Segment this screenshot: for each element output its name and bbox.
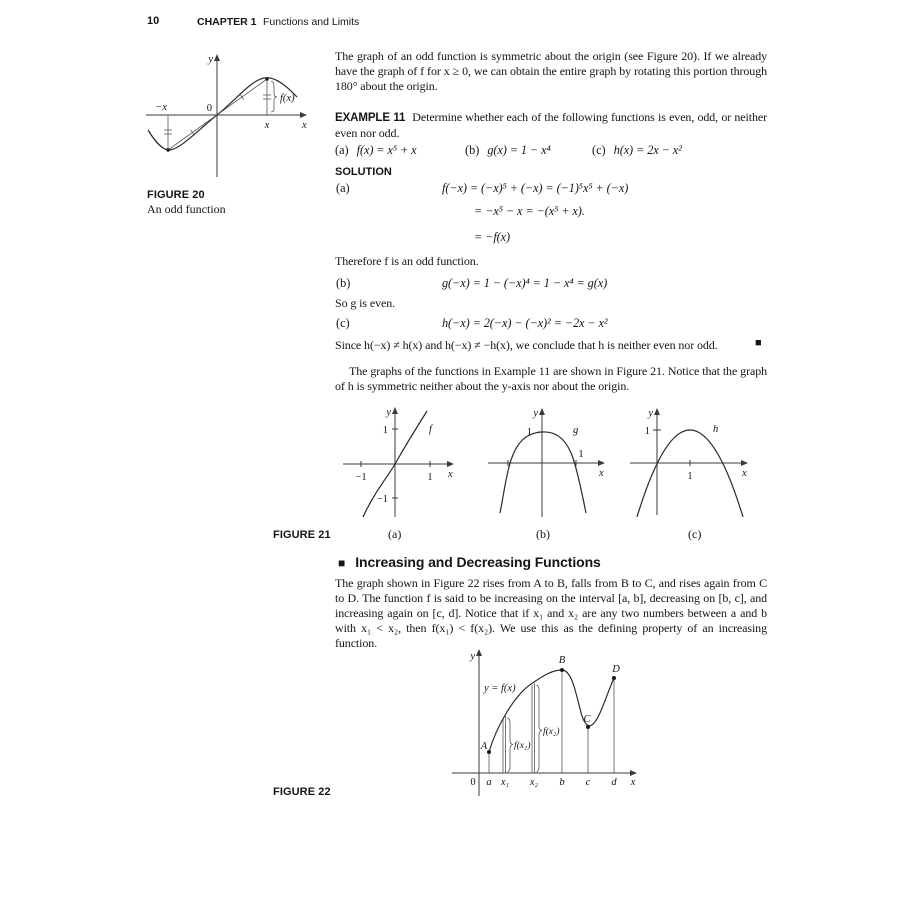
figure21-caption-title: FIGURE 21 xyxy=(273,529,331,541)
solution-eq-b: g(−x) = 1 − (−x)⁴ = 1 − x⁴ = g(x) xyxy=(442,276,608,290)
fig21c-x1-tick: 1 xyxy=(687,471,693,482)
fig22-d-tick: d xyxy=(611,777,617,788)
solution-therefore: Therefore f is an odd function. xyxy=(335,254,479,268)
fig21-sublabel-a: (a) xyxy=(388,527,402,541)
fig22-A-label: A xyxy=(480,741,488,752)
figure21-panel-b xyxy=(480,405,630,527)
odd-function-curve xyxy=(148,78,297,150)
part-b-tag: (b) xyxy=(465,143,480,157)
part-c-tag: (c) xyxy=(592,143,606,157)
fig20-negx-label: −x xyxy=(155,102,167,113)
fig22-x-label: x xyxy=(630,777,636,788)
fx-brace xyxy=(271,81,277,112)
figure21-panel-a xyxy=(335,405,485,527)
fig22-y-label: y xyxy=(470,651,475,662)
increasing-paragraph: The graph shown in Figure 22 rises from A to B, falls from B to C, and rises again from C to D. The function f is said to be increasing on the interval [a, b], decreasing on [b, c], and increasing again on [c, d]. Notice that if x₁ and x₂ are any two numbers between a and b with x₁ < x₂, then f(x₁) < f(x₂). We use this as the defining property of an increasing function. xyxy=(335,576,767,650)
figure22-caption-title: FIGURE 22 xyxy=(273,786,331,798)
chapter-label: CHAPTER 1 xyxy=(197,16,257,28)
figure20-caption-text: An odd function xyxy=(147,202,226,216)
fig22-a-tick: a xyxy=(486,777,492,788)
solution-so-even: So g is even. xyxy=(335,296,396,310)
fig21a-y-label: y xyxy=(386,407,391,418)
fig21-sublabel-b: (b) xyxy=(536,527,550,541)
example11-block xyxy=(335,110,767,141)
fig21a-curve-label: f xyxy=(429,424,432,435)
fig21b-y-label: y xyxy=(533,408,538,419)
part-a-tag: (a) xyxy=(335,143,349,157)
fig21c-y1-tick: 1 xyxy=(644,426,650,437)
fig20-y-label: y xyxy=(208,54,213,65)
fig22-B-label: B xyxy=(558,655,566,666)
fig21b-curve-label: g xyxy=(573,425,579,436)
fig22-origin-label: 0 xyxy=(470,777,476,788)
fig22-b-tick: b xyxy=(559,777,565,788)
fig20-xaxis-label: x xyxy=(302,120,307,131)
solution-label: SOLUTION xyxy=(335,166,392,178)
fig20-origin-label: 0 xyxy=(206,103,212,114)
fig20-xpoint-label: x xyxy=(264,120,270,131)
fx2-brace xyxy=(537,685,543,772)
fig21a-x1-tick: 1 xyxy=(427,472,433,483)
figure21-panel-c xyxy=(625,405,775,527)
solution-eq-a1: f(−x) = (−x)⁵ + (−x) = (−1)⁵x⁵ + (−x) xyxy=(442,181,629,195)
part-c-formula: h(x) = 2x − x² xyxy=(613,143,682,157)
fx1-brace xyxy=(508,718,514,772)
example11-label: EXAMPLE 11 xyxy=(335,112,406,124)
chapter-title: Functions and Limits xyxy=(263,16,360,28)
fig21c-curve-label: h xyxy=(713,424,719,435)
fig22-fx2-label: f(x₂) xyxy=(543,727,560,737)
fig21a-xneg1-tick: −1 xyxy=(355,472,367,483)
intro-paragraph: The graph of an odd function is symmetric about the origin (see Figure 20). If we already have the graph of f for x ≥ 0, we can obtain the entire graph by rotating this portion through 180° about the origin. xyxy=(335,49,767,93)
solution-eq-a3: = −f(x) xyxy=(474,230,511,244)
figure20-caption-title: FIGURE 20 xyxy=(147,189,205,201)
fig22-C-label: C xyxy=(583,714,591,725)
fig21a-y1-tick: 1 xyxy=(382,425,388,436)
fig20-fx-label: f(x) xyxy=(280,93,295,104)
fig22-curve-label: y = f(x) xyxy=(484,683,516,694)
part-a-formula: f(x) = x⁵ + x xyxy=(356,143,417,157)
fig22-D-label: D xyxy=(612,664,620,675)
section-heading: Increasing and Decreasing Functions xyxy=(355,554,601,570)
figure20-graph xyxy=(146,50,316,185)
solution-eq-a2: = −x⁵ − x = −(x⁵ + x). xyxy=(474,204,585,218)
fig21a-x-label: x xyxy=(448,469,453,480)
fig21-sublabel-c: (c) xyxy=(688,527,702,541)
fig21b-y1-tick: 1 xyxy=(526,427,532,438)
section-heading-row xyxy=(338,554,601,572)
section-bullet-icon: ■ xyxy=(338,556,346,570)
fig21c-y-label: y xyxy=(648,408,653,419)
fig21a-yneg1-tick: −1 xyxy=(376,494,388,505)
page-number: 10 xyxy=(147,15,160,27)
solution-a-tag: (a) xyxy=(336,181,350,195)
solution-conclusion: Since h(−x) ≠ h(x) and h(−x) ≠ −h(x), we conclude that h is neither even nor odd. xyxy=(335,338,718,352)
fig22-x2-tick: x₂ xyxy=(529,777,539,788)
fig21c-x-label: x xyxy=(742,468,747,479)
example11-text: Determine whether each of the following functions is even, odd, or neither even nor odd. xyxy=(335,110,767,140)
qed-icon: ■ xyxy=(755,337,762,349)
fig22-x1-tick: x₁ xyxy=(500,777,510,788)
solution-eq-c: h(−x) = 2(−x) − (−x)² = −2x − x² xyxy=(442,316,608,330)
curve-g xyxy=(500,432,586,513)
fig21b-x1-tick: 1 xyxy=(578,449,584,460)
solution-c-tag: (c) xyxy=(336,316,350,330)
fig21b-x-label: x xyxy=(599,468,604,479)
figure22-graph xyxy=(440,648,660,803)
fig22-fx1-label: f(x₁) xyxy=(514,741,531,751)
example11-parts-row xyxy=(335,141,767,156)
solution-b-tag: (b) xyxy=(336,276,351,290)
part-b-formula: g(x) = 1 − x⁴ xyxy=(487,143,551,157)
figure21-intro-paragraph: The graphs of the functions in Example 11 are shown in Figure 21. Notice that the graph of h is symmetric neither about the y-axis nor about the origin. xyxy=(335,364,767,393)
fig22-c-tick: c xyxy=(585,777,591,788)
